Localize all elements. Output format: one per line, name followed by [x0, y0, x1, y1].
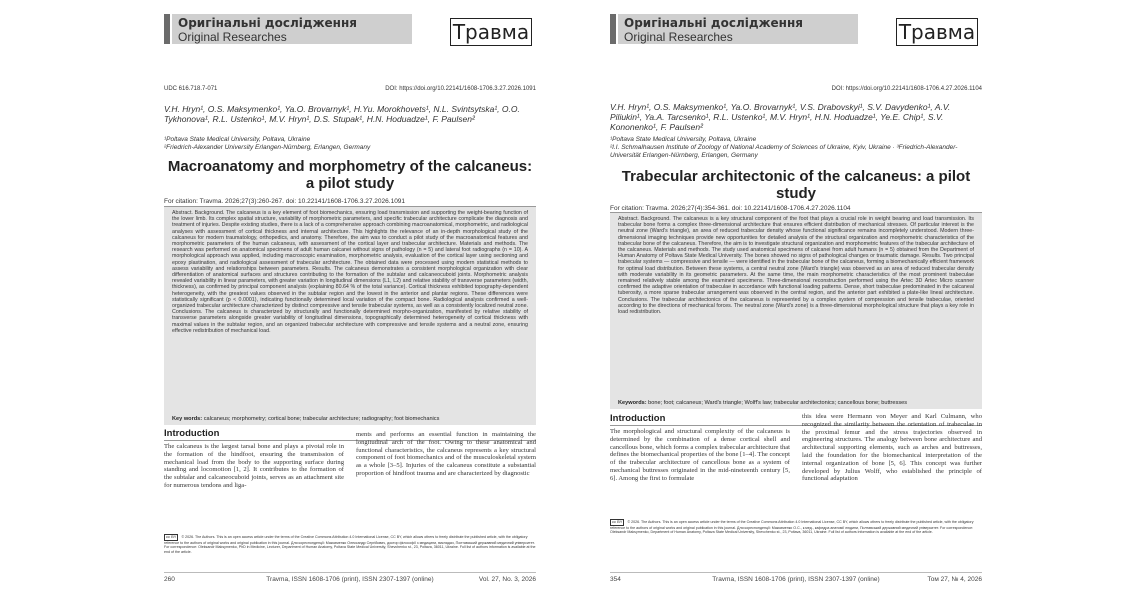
intro-column-right: this idea were Hermann von Meyer and Karl Culmann, who recognized the similarity between the orientation of trabeculae in the proximal femur and the stress trajectories observed in engineering structures. The analogy between bone architecture and architectural supporting elements, such as arches and buttresses, laid the foundation for the biomechanical interpretation of the internal organization of bone [5, 6]. This concept was further developed by Julius Wolff, who established the principle of functional adaptation	[802, 413, 982, 483]
affiliation-2: ²Friedrich-Alexander University Erlangen-Nürnberg, Erlangen, Germany	[164, 144, 371, 151]
introduction-heading: Introduction	[164, 428, 220, 439]
header-accent-bar	[610, 14, 616, 44]
footnote-text: © 2026. The Authors. This is an open access article under the terms of the Creative Commons Attribution 4.0 International License, CC BY, which allows others to freely distribute the published article, with the obligatory reference to the authors of original works and original publication in this journal. Для кореспонденції: Максименко О.С., к.мед., кафедра анатомії людини, Полтавський державний медичний університет. For correspondence: Oleksandr Maksymenko, Department of Human Anatomy, Poltava State Medical University, Shevchenko st., 23, Poltava, 36011, Ukraine. Full list of authors information is available at the end of the article.	[610, 520, 974, 535]
volume-info: Том 27, № 4, 2026	[927, 576, 982, 583]
citation-line: For citation: Travma. 2026;27(3):260-267. doi: 10.22141/1608-1706.3.27.2026.1091	[164, 198, 406, 205]
article-page-1	[150, 0, 550, 600]
affiliations	[164, 136, 530, 152]
section-title-ua: Оригінальні дослідження	[178, 16, 357, 30]
page-footer	[164, 576, 536, 586]
journal-logo: Травма	[450, 18, 532, 46]
section-title-ua: Оригінальні дослідження	[624, 16, 803, 30]
volume-info: Vol. 27, No. 3, 2026	[478, 576, 536, 583]
license-footnote	[164, 534, 536, 554]
affiliation-1: ¹Poltava State Medical University, Poltava, Ukraine	[164, 136, 311, 143]
doi-link[interactable]: DOI: https://doi.org/10.22141/1608-1706.4.27.2026.1104	[831, 86, 982, 92]
affiliations	[610, 136, 976, 160]
cc-by-badge: cc BY	[612, 519, 623, 524]
journal-issn: Travma, ISSN 1608-1706 (print), ISSN 2307-1397 (online)	[712, 576, 880, 583]
udc-code: UDC 616.718.7-071	[164, 86, 218, 92]
keywords	[618, 400, 974, 407]
article-page-2	[596, 0, 996, 600]
article-title: Macroanatomy and morphometry of the calcaneus: a pilot study	[167, 158, 533, 192]
footer-rule	[164, 572, 536, 573]
page-footer	[610, 576, 982, 586]
abstract-box	[164, 206, 536, 425]
keywords-text: bone; foot; calcaneus; Ward's triangle; Wolff's law; trabecular architectonics; cancellous bone; buttresses	[648, 399, 908, 406]
section-title-en: Original Researches	[624, 30, 733, 44]
abstract-box	[610, 212, 982, 409]
citation-line: For citation: Travma. 2026;27(4):354-361. doi: 10.22141/1608-1706.4.27.2026.1104	[610, 205, 851, 212]
keywords-text: calcaneus; morphometry; cortical bone; trabecular architecture; radiography; foot biomechanics	[203, 415, 440, 422]
affiliation-2: ²I.I. Schmalhausen Institute of Zoology of National Academy of Sciences of Ukraine, Kyiv, Ukraine · ³Friedrich-Alexander-Universität Erlangen-Nürnberg, Erlangen, Germany	[610, 144, 958, 159]
keywords-label: Keywords:	[618, 399, 647, 406]
intro-column-left: The morphological and structural complexity of the calcaneus is determined by the combination of a dense cortical shell and cancellous bone, which forms a complex trabecular architecture that defines the biomechanical properties of the bone [1–4]. The concept of the trabecular architecture of cancellous bone as a system of mechanical buttresses originated in the mid-nineteenth century [5, 6]. Among the first to formulate	[610, 428, 790, 482]
cc-by-badge: cc BY	[166, 534, 177, 539]
intro-column-left: The calcaneus is the largest tarsal bone and plays a pivotal role in the formation of the hindfoot, ensuring the transmission of mechanical load from the body to the supporting surface during standing and locomotion [1, 2]. It contributes to the formation of the subtalar and calcaneocuboid joints, serves as an attachment site for numerous tendons and liga-	[164, 443, 344, 489]
footer-rule	[610, 572, 982, 573]
doi-link[interactable]: DOI: https://doi.org/10.22141/1608-1706.3.27.2026.1091	[385, 86, 536, 92]
introduction-heading: Introduction	[610, 413, 666, 424]
page-number: 260	[164, 576, 175, 583]
journal-logo: Травма	[896, 18, 978, 46]
footnote-text: © 2026. The Authors. This is an open access article under the terms of the Creative Commons Attribution 4.0 International License, CC BY, which allows others to freely distribute the published article, with the obligatory reference to the authors of original works and original publication in this journal. Для кореспонденції: Максименко Олександр Сергійович, доктор філософії з медицини, викладач, Полтавський державний медичний університет. For correspondence: Oleksandr Maksymenko, PhD in Medicine, Lecturer, Department of Human Anatomy, Poltava State Medical University, Shevchenko st., 23, Poltava, 36011, Ukraine. Full list of authors information is available at the end of the article.	[164, 535, 536, 554]
author-list: V.H. Hryn¹, O.S. Maksymenko¹, Ya.O. Brovarnyk¹, V.S. Drabovskyi¹, S.V. Davydenko¹, A.V. Piliukin¹, Ya.A. Tarcsenko¹, R.L. Ustenko¹, M.V. Hryn¹, H.N. Hoduadze¹, Ye.E. Chip¹, S.V. Kononenko¹, F. Paulsen²	[610, 102, 951, 132]
article-title: Trabecular architectonic of the calcaneus: a pilot study	[621, 168, 971, 202]
intro-column-right: ments and performs an essential function in maintaining the longitudinal arch of the foot. Owing to these anatomical and functional characteristics, the calcaneus represents a key structural component of foot biomechanics and of the musculoskeletal system as a whole [3–5]. Injuries of the calcaneus constitute a substantial proportion of hindfoot trauma and are characterized by diagnostic	[356, 431, 536, 477]
keywords-label: Key words:	[172, 415, 203, 422]
journal-issn: Travma, ISSN 1608-1706 (print), ISSN 2307-1397 (online)	[266, 576, 434, 583]
header-accent-bar	[164, 14, 170, 44]
abstract-text: Abstract. Background. The calcaneus is a key element of foot biomechanics, ensuring load transmission and supporting the weight-bearing function of the lower limb. Its complex spatial structure, variability of morphometric parameters, and specific trabecular architecture complicate the diagnosis and treatment of injuries. Despite existing studies, there is a lack of a comprehensive approach combining macroanatomical, morphometric, and radiological analyses with assessment of cortical thickness and internal architecture. This highlights the relevance of an in-depth morphological study of the calcaneus for modern traumatology, orthopedics, and anatomy. Therefore, the aim was to conduct a pilot study of the macroanatomical features and morphometric parameters of the human calcaneus, with assessment of the cortical layer and trabecular architecture. Materials and methods. The research was performed on anatomical specimens of adult human calcanei without signs of pathology (n = 5) and lateral foot radiographs (n = 10). A morphological approach was applied, including macroscopic examination, morphometric analysis, evaluation of the cortical layer using sectioning and epoxy plastination, and radiological assessment of trabecular architecture. The obtained data were processed using modern statistical methods to assess variability and relationships between parameters. Results. The calcaneus demonstrates a consistent morphological organization with clear differentiation of anatomical surfaces and structures contributing to the formation of the subtalar and calcaneocuboid joints. Morphometric analysis revealed variability in linear parameters, with greater variation in longitudinal dimensions (L1, L2) and relative stability of transverse parameters (width, thickness), as confirmed by principal component analysis (explaining 80.64 % of the total variance). Cortical thickness exhibited topography-dependent heterogeneity, with the greatest values observed in the subtalar region and the lowest in the anterior and plantar regions. These differences were statistically significant (p < 0.0001), indicating functionally determined local variation of the compact bone. Radiological analysis confirmed a well-organized trabecular architecture characterized by distinct compressive and tensile trabecular systems, as well as a consistently localized neutral zone. Conclusions. The calcaneus is characterized by structurally and functionally determined morpho-organization, manifested by relative stability of transverse parameters alongside greater variability of longitudinal dimensions, topographically determined heterogeneity of cortical thickness with maximal values in the subtalar region, and an organized trabecular architecture with compressive and tensile systems and a neutral zone, ensuring effective redistribution of mechanical load.	[172, 210, 528, 334]
keywords	[172, 416, 528, 423]
abstract-text: Abstract. Background. The calcaneus is a key structural component of the foot that plays a crucial role in weight bearing and load transmission. Its trabecular bone forms a complex three-dimensional architecture that ensures efficient distribution of mechanical stresses. Of particular interest is the neutral zone (Ward's triangle), an area of reduced trabecular density whose functional significance remains incompletely understood. Modern three-dimensional imaging techniques provide new opportunities for detailed analysis of the structural organization and morphometric characteristics of the trabecular bone of the calcaneus. Therefore, the aim is to investigate structural organization and morphometric features of the trabecular architecture of the calcaneus. Materials and methods. The study used anatomical specimens of calcanei from adult humans (n = 5) obtained from the Department of Human Anatomy of Poltava State Medical University. The bones showed no signs of pathological changes or traumatic damage. Results. Two principal trabecular systems — compressive and tensile — were identified in the trabecular bone of the calcaneus, forming a biomechanically efficient framework for optimal load distribution. Between these systems, a central neutral zone (Ward's triangle) was observed as an area of reduced trabecular density with moderate variability in its geometric parameters. At the same time, the main morphometric characteristics of the most prominent trabeculae remained relatively stable among the examined specimens. Three-dimensional reconstruction performed using the Artec 3D Artec Micro scanner confirmed the adaptive orientation of trabeculae in accordance with functional loading patterns. Dense, short trabeculae predominated in the calcaneal tuberosity, a more sparse trabecular arrangement was observed in the central region, and the anterior part exhibited a plate-like lineal architecture. Conclusions. The trabecular architectonics of the calcaneus is represented by a complex system of compression and tensile trabeculae, oriented according to the directions of mechanical forces. The neutral zone (Ward's zone) is a three-dimensional morphological structure that plays a key role in load redistribution.	[618, 216, 974, 316]
author-list: V.H. Hryn¹, O.S. Maksymenko¹, Ya.O. Brovarnyk¹, H.Yu. Morokhovets¹, N.L. Svintsytska¹, O.O. Tykhonova¹, R.L. Ustenko¹, M.V. Hryn¹, D.S. Stupak¹, H.N. Hoduadze¹, F. Paulsen²	[164, 104, 520, 124]
section-title-en: Original Researches	[178, 30, 287, 44]
license-footnote	[610, 519, 982, 535]
affiliation-1: ¹Poltava State Medical University, Poltava, Ukraine	[610, 136, 757, 143]
page-number: 354	[610, 576, 621, 583]
